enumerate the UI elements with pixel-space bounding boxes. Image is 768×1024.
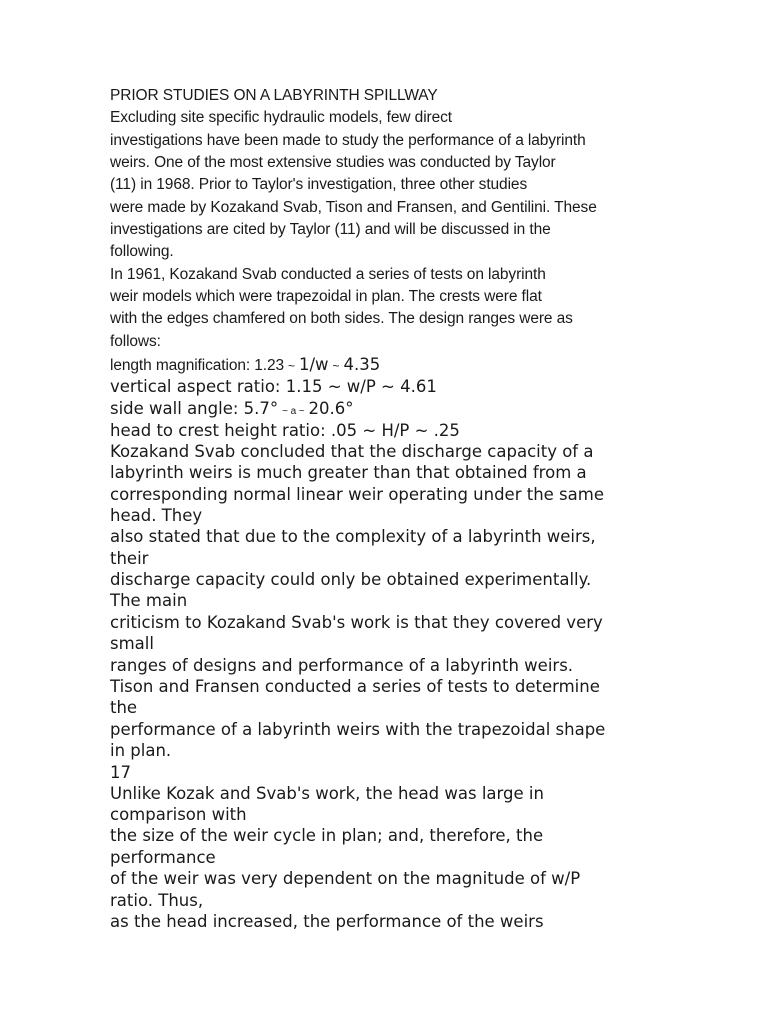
range-side-start: side wall angle: 5.7° (110, 399, 279, 418)
text-line: investigations are cited by Taylor (11) and will be discussed in the (110, 221, 551, 238)
range-length-mid: 1/w (298, 355, 329, 374)
text-line: ranges of designs and performance of a labyrinth weirs. (110, 656, 574, 675)
text-line: small (110, 634, 154, 653)
range-side-end: 20.6° (308, 399, 354, 418)
text-line: the size of the weir cycle in plan; and, therefore, the (110, 826, 544, 845)
text-line: follows: (110, 333, 161, 350)
range-length (110, 355, 380, 375)
text-line: with the edges chamfered on both sides. The design ranges were as (110, 310, 573, 327)
text-line: performance of a labyrinth weirs with the trapezoidal shape (110, 720, 606, 739)
text-line: the (110, 698, 138, 717)
range-vertical: vertical aspect ratio: 1.15 ~ w/P ~ 4.61 (110, 377, 437, 396)
document-title: PRIOR STUDIES ON A LABYRINTH SPILLWAY (110, 87, 438, 104)
text-line: in plan. (110, 741, 172, 760)
text-line: performance (110, 848, 216, 867)
text-line: labyrinth weirs is much greater than that obtained from a (110, 463, 587, 482)
text-line: their (110, 549, 149, 568)
range-side-mid: ~ a ~ (282, 406, 305, 417)
text-line: investigations have been made to study the performance of a labyrinth (110, 132, 586, 149)
text-line: comparison with (110, 805, 247, 824)
text-line: Kozakand Svab concluded that the discharge capacity of a (110, 442, 594, 461)
text-line: weirs. One of the most extensive studies was conducted by Taylor (110, 154, 556, 171)
text-line: In 1961, Kozakand Svab conducted a series of tests on labyrinth (110, 266, 546, 283)
text-line: Unlike Kozak and Svab's work, the head was large in (110, 784, 544, 803)
text-line: criticism to Kozakand Svab's work is that they covered very (110, 613, 603, 632)
text-line: of the weir was very dependent on the magnitude of w/P (110, 869, 581, 888)
text-line: also stated that due to the complexity of a labyrinth weirs, (110, 527, 596, 546)
range-length-tilde: ~ (288, 359, 295, 373)
range-length-tilde: ~ (332, 359, 340, 373)
text-line: (11) in 1968. Prior to Taylor's investigation, three other studies (110, 176, 528, 193)
range-side-wall (110, 399, 353, 419)
range-length-label: length magnification: 1.23 (110, 357, 285, 374)
text-line: ratio. Thus, (110, 891, 204, 910)
text-line: as the head increased, the performance of the weirs (110, 912, 544, 931)
text-line: discharge capacity could only be obtained experimentally. (110, 570, 592, 589)
text-line: Tison and Fransen conducted a series of tests to determine (110, 677, 600, 696)
text-line: Excluding site specific hydraulic models, few direct (110, 109, 452, 126)
text-line: were made by Kozakand Svab, Tison and Fransen, and Gentilini. These (110, 199, 597, 216)
text-line: weir models which were trapezoidal in plan. The crests were flat (110, 288, 542, 305)
text-line: head. They (110, 506, 203, 525)
text-line: following. (110, 243, 174, 260)
page-number: 17 (110, 763, 131, 782)
text-line: corresponding normal linear weir operating under the same (110, 485, 604, 504)
range-head: head to crest height ratio: .05 ~ H/P ~ .25 (110, 421, 460, 440)
range-length-end: 4.35 (343, 355, 381, 374)
text-line: The main (110, 591, 188, 610)
